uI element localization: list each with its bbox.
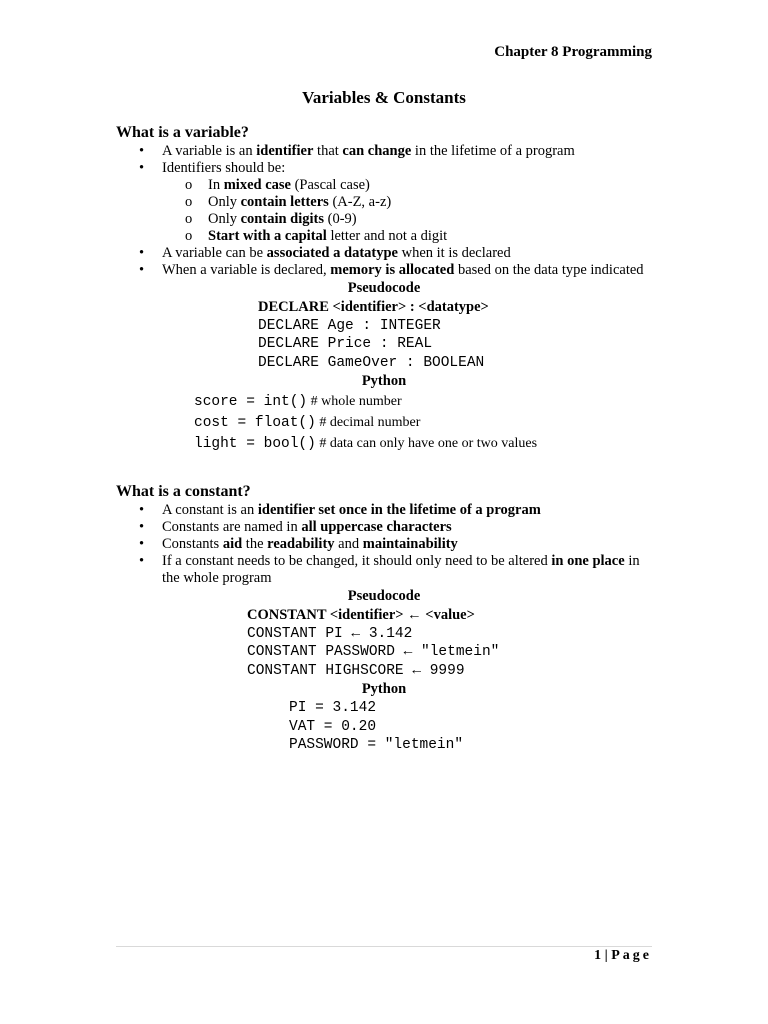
variables-python-title: Python [361,373,407,389]
code-line: CONSTANT PI ← 3.142 [247,625,413,642]
pseudocode-syntax: CONSTANT <identifier> ← <value> [247,607,475,623]
constants-pseudocode-block [116,606,656,680]
list-item: • When a variable is declared, memory is allocated based on the data type indicated [116,262,656,279]
variables-heading: What is a variable? [116,124,249,141]
list-item: • A variable can be associated a datatype when it is declared [116,245,656,262]
footer-divider [116,946,652,947]
list-item: • A constant is an identifier set once in the lifetime of a program [116,502,656,519]
variables-pseudocode-title: Pseudocode [347,280,421,296]
variables-python-block [116,391,656,454]
pseudocode-syntax: DECLARE <identifier> : <datatype> [258,299,489,315]
page-label: Page [611,948,652,963]
constants-section [116,482,656,755]
code-line: cost = float() # decimal number [194,415,421,431]
list-item: • Constants are named in all uppercase characters [116,519,656,536]
identifier-rules-list [162,177,656,245]
page-title: Variables & Constants [302,88,466,107]
code-line: CONSTANT PASSWORD ← "letmein" [247,644,500,660]
code-line: DECLARE GameOver : BOOLEAN [258,354,485,371]
variables-section [116,123,656,454]
sub-list-item: o Only contain digits (0-9) [162,211,656,228]
constants-pseudocode-title: Pseudocode [347,588,421,604]
code-line: light = bool() # data can only have one or two values [194,436,538,452]
constants-bullet-list [116,502,656,587]
chapter-header: Chapter 8 Programming [494,44,652,60]
code-line: VAT = 0.20 [289,718,377,735]
page-number: 1 [594,948,602,963]
code-line: DECLARE Age : INTEGER [258,317,441,334]
code-line: score = int() # whole number [194,394,402,410]
code-line: PI = 3.142 [289,700,377,716]
constants-python-block [116,699,656,755]
code-line: CONSTANT HIGHSCORE ← 9999 [247,662,465,679]
list-item: • Constants aid the readability and maintainability [116,536,656,553]
list-item: • If a constant needs to be changed, it should only need to be altered in one place in the whole program [116,553,656,587]
sub-list-item: o Only contain letters (A-Z, a-z) [162,194,656,211]
constants-python-title: Python [361,681,407,697]
constants-heading: What is a constant? [116,483,251,500]
sub-list-item: o In mixed case (Pascal case) [162,177,656,194]
code-line: DECLARE Price : REAL [258,336,433,352]
variables-bullet-list [116,143,656,279]
page-footer: 1 | Page [594,948,652,963]
list-item: • A variable is an identifier that can change in the lifetime of a program [116,143,656,160]
list-item: • Identifiers should be: o In mixed case (Pascal case) o Only contain letters (A-Z, a-z) o Only contain digits (0-9) o Start with a capital letter and not a digit [116,160,656,245]
sub-list-item: o Start with a capital letter and not a digit [162,228,656,245]
variables-pseudocode-block [116,298,656,372]
code-line: PASSWORD = "letmein" [289,737,464,753]
